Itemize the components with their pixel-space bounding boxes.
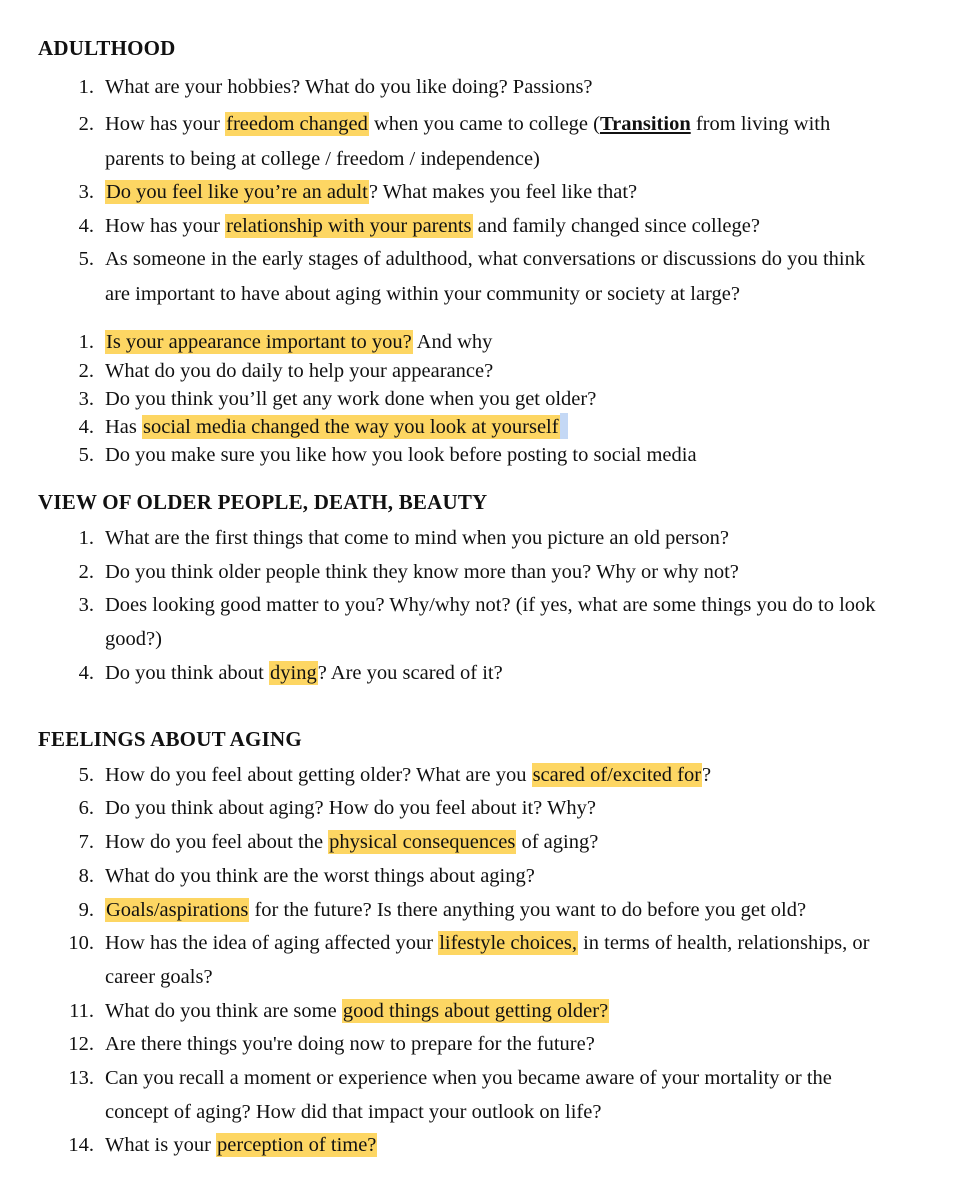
text-segment: when you came to college ( <box>368 113 600 135</box>
text-segment: Can you recall a moment or experience when you became aware of your mortality or the <box>105 1067 832 1089</box>
highlighted-phrase: lifestyle choices, <box>439 932 577 954</box>
question-text <box>105 328 492 356</box>
highlighted-phrase: Is your appearance important to you? <box>106 331 412 353</box>
list-number: 1. <box>78 331 94 353</box>
question-text <box>105 558 739 586</box>
question-text <box>105 1098 601 1126</box>
question-text <box>105 997 609 1025</box>
text-segment: How has your <box>105 215 226 237</box>
list-number: 5. <box>78 444 94 466</box>
list-number: 4. <box>78 416 94 438</box>
text-segment: good?) <box>105 628 162 650</box>
question-text <box>105 896 806 924</box>
text-cursor-selection <box>560 413 568 439</box>
highlighted-phrase: freedom changed <box>226 113 368 135</box>
highlighted-phrase: social media changed the way you look at yourself <box>143 416 559 438</box>
question-text <box>105 794 596 822</box>
question-text <box>105 1131 377 1159</box>
text-segment: Do you think about aging? How do you feel about it? Why? <box>105 797 596 819</box>
list-number: 11. <box>69 1000 94 1022</box>
text-segment: What do you do daily to help your appearance? <box>105 360 494 382</box>
text-segment: from living with <box>690 113 831 135</box>
list-number: 8. <box>78 865 94 887</box>
question-text <box>105 73 593 101</box>
list-number: 4. <box>78 662 94 684</box>
underlined-term: Transition <box>599 113 691 135</box>
text-segment: Do you think older people think they know more than you? Why or why not? <box>105 561 739 583</box>
question-text <box>105 862 535 890</box>
text-segment: What do you think are the worst things about aging? <box>105 865 535 887</box>
question-text <box>105 659 503 687</box>
text-segment: What do you think are some <box>105 1000 342 1022</box>
question-text <box>105 413 568 441</box>
text-segment: Has <box>105 416 143 438</box>
text-segment: Do you make sure you like how you look before posting to social media <box>105 444 697 466</box>
highlighted-phrase: Goals/aspirations <box>106 899 249 921</box>
question-text <box>105 145 540 173</box>
text-segment: for the future? Is there anything you want to do before you get old? <box>249 899 807 921</box>
question-text <box>105 385 596 413</box>
section-heading-feelings-about-aging: FEELINGS ABOUT AGING <box>38 727 302 751</box>
section-heading-view-of-older-people-death-beauty: VIEW OF OLDER PEOPLE, DEATH, BEAUTY <box>38 490 488 514</box>
question-text <box>105 280 740 308</box>
question-text <box>105 625 162 653</box>
list-number: 1. <box>78 76 94 98</box>
question-text <box>105 1030 595 1058</box>
question-text <box>105 524 729 552</box>
list-number: 3. <box>78 388 94 410</box>
question-text <box>105 963 213 991</box>
text-segment: As someone in the early stages of adulthood, what conversations or discussions do you think <box>105 248 866 270</box>
list-number: 7. <box>78 831 94 853</box>
list-number: 5. <box>78 764 94 786</box>
list-number: 9. <box>78 899 94 921</box>
list-number: 1. <box>78 527 94 549</box>
question-text <box>105 178 637 206</box>
text-segment: Does looking good matter to you? Why/why not? (if yes, what are some things you do to look <box>105 594 876 616</box>
list-number: 2. <box>78 360 94 382</box>
text-segment: What is your <box>105 1134 217 1156</box>
question-text <box>105 1064 832 1092</box>
list-number: 2. <box>78 561 94 583</box>
text-segment: Do you think about <box>105 662 269 684</box>
question-text <box>105 212 760 240</box>
list-number: 2. <box>78 113 94 135</box>
text-segment: concept of aging? How did that impact your outlook on life? <box>105 1101 602 1123</box>
text-segment: in terms of health, relationships, or <box>577 932 870 954</box>
question-text <box>105 357 493 385</box>
list-number: 13. <box>68 1067 94 1089</box>
text-segment: How has your <box>105 113 226 135</box>
text-segment: How do you feel about getting older? What are you <box>105 764 532 786</box>
text-segment: Are there things you're doing now to prepare for the future? <box>105 1033 595 1055</box>
text-segment: parents to being at college / freedom / independence) <box>105 148 540 170</box>
highlighted-phrase: Do you feel like you’re an adult <box>106 181 368 203</box>
list-number: 4. <box>78 215 94 237</box>
text-segment: of aging? <box>516 831 599 853</box>
list-number: 12. <box>68 1033 94 1055</box>
text-segment: Do you think you’ll get any work done when you get older? <box>105 388 597 410</box>
highlighted-phrase: perception of time? <box>217 1134 377 1156</box>
question-text <box>105 761 711 789</box>
list-number: 14. <box>68 1134 94 1156</box>
highlighted-phrase: dying <box>270 662 317 684</box>
question-text <box>105 441 697 469</box>
text-segment: are important to have about aging within your community or society at large? <box>105 283 740 305</box>
question-text <box>105 929 869 957</box>
text-segment: How has the idea of aging affected your <box>105 932 439 954</box>
highlighted-phrase: relationship with your parents <box>226 215 472 237</box>
question-text <box>105 828 598 856</box>
text-segment: ? Are you scared of it? <box>317 662 503 684</box>
section-heading-adulthood: ADULTHOOD <box>38 36 176 60</box>
text-segment: And why <box>412 331 493 353</box>
question-text <box>105 591 876 619</box>
highlighted-phrase: good things about getting older? <box>342 1000 609 1022</box>
text-segment: What are your hobbies? What do you like doing? Passions? <box>105 76 593 98</box>
list-number: 3. <box>78 594 94 616</box>
list-number: 6. <box>78 797 94 819</box>
text-segment: How do you feel about the <box>105 831 329 853</box>
text-segment: ? <box>702 764 712 786</box>
list-number: 10. <box>68 932 94 954</box>
list-number: 5. <box>78 248 94 270</box>
text-segment: ? What makes you feel like that? <box>368 181 638 203</box>
text-segment: career goals? <box>105 966 213 988</box>
question-text <box>105 245 865 273</box>
highlighted-phrase: physical consequences <box>329 831 516 853</box>
list-number: 3. <box>78 181 94 203</box>
text-segment: and family changed since college? <box>472 215 760 237</box>
highlighted-phrase: scared of/excited for <box>532 764 702 786</box>
text-segment: What are the first things that come to mind when you picture an old person? <box>105 527 729 549</box>
question-text <box>105 110 830 138</box>
